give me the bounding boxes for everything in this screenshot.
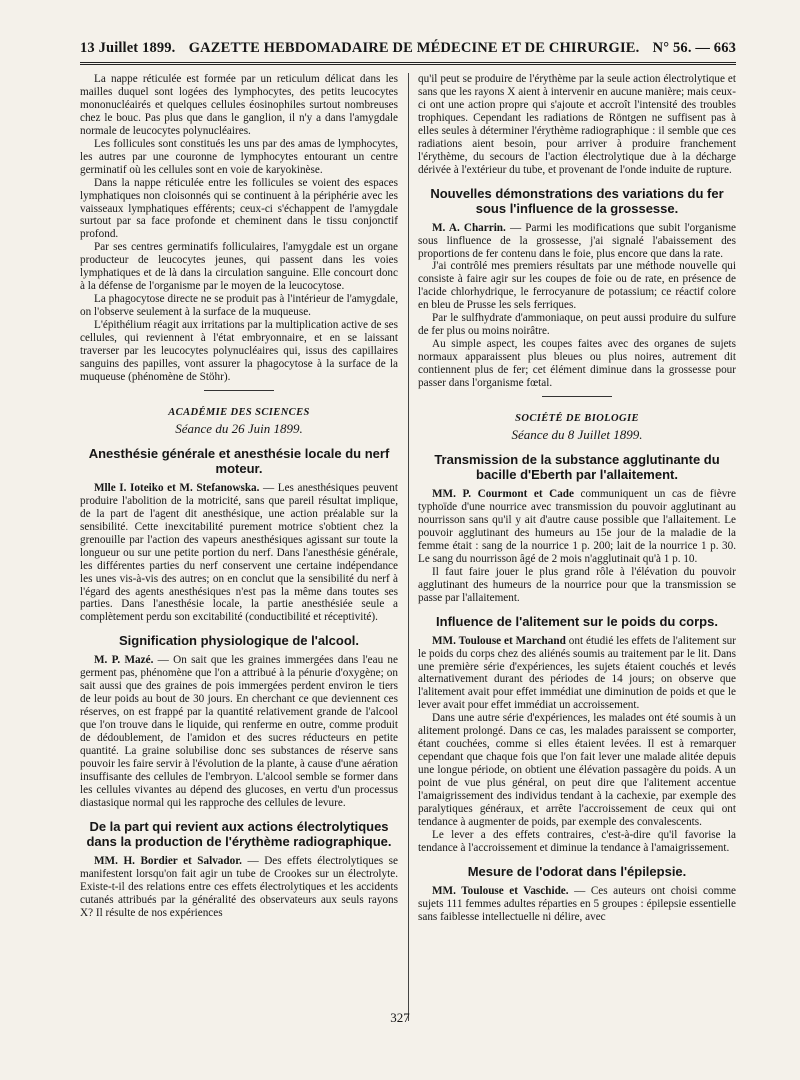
seance-date: Séance du 26 Juin 1899. — [175, 420, 303, 436]
article-title: Nouvelles démonstrations des variations du fer sous l'influence de la grossesse. — [430, 185, 724, 216]
paragraph: Dans la nappe réticulée entre les follicules se voient des espaces lymphatiques non cloisonnés qui se continuent à la périphérie avec les vaisseaux lymphatiques efférents; ceux-ci s'échappent de l'amygdale surtout par sa face profonde et cheminent dans le tissu conjonctif profond. — [80, 176, 398, 241]
article-author: MM. H. Bordier et Salvador. — [94, 854, 242, 867]
article-paragraph: M. A. Charrin. — Parmi les modifications que subit l'organisme sous linfluence de la grossesse, j'ai signalé l'abaissement des proportions de fer contenu dans le foie, plus encore que dans la rate. — [418, 221, 736, 260]
section-divider — [204, 390, 274, 391]
article-paragraph: MM. Toulouse et Marchand ont étudié les effets de l'alitement sur le poids du corps chez des aliénés soumis au traitement par le lit. Dans une première série d'expériences, les sujets étaient couchés et levés alternativement durant des périodes de 14 jours; on observe que l'alitement avait pour effet immédiat une diminution de poids et que le lever avait pour effet immédiat un accroissement. — [418, 634, 736, 712]
article-author: M. A. Charrin. — [432, 221, 506, 234]
paragraph: Par le sulfhydrate d'ammoniaque, on peut aussi produire du sulfure de fer plus ou moins noirâtre. — [418, 312, 736, 338]
article-title: Anesthésie générale et anesthésie locale du nerf moteur. — [88, 445, 390, 476]
article-paragraph: Mlle I. Ioteiko et M. Stefanowska. — Les anesthésiques peuvent produire l'abolition de la motricité, sans que pareil résultat implique, de la part de l'agent dit anesthésique, une action préalable sur la sensibilité. Cette inexcitabilité purement motrice s'obtient chez la grenouille par l'action des vapeurs anesthésiques agissant sur toute la longueur ou sur une petite portion du nerf. Dans l'anesthésie générale, les différentes parties du nerf conservent une certaine indépendance les unes vis-à-vis des autres; on en conclut que la sensibilité du nerf à l'égard des agents anesthésiques n'est pas la même dans toutes ses parties. Dans l'anesthésie locale, la partie anesthésiée seule a complètement perdu son excitabilité (conductibilité et réceptivité). — [80, 481, 398, 624]
seance-date: Séance du 8 Juillet 1899. — [511, 427, 643, 443]
article-paragraph: M. P. Mazé. — On sait que les graines immergées dans l'eau ne germent pas, phénomène que l'on a attribué à la pénurie d'oxygène; on sait aussi que des graines de pois immergées perdent environ le tiers de leur poids au bout de 30 jours. En cherchant ce que deviennent ces réserves, on est frappé par la quantité relativement grande de l'alcool que l'on trouve dans le liquide, qui renferme en outre, comme produit de dédoublement, de l'amidon et des sucres réducteurs en petite quantité. La graine solubilise donc ses substances de réserve sans pouvoir les faire servir à l'évolution de la plante, à cause d'une aération insuffisante des cellules de l'embryon. L'alcool semble se former dans les cellules vivantes au dépend des glucoses, en vertu d'un processus diastasique normal qui les rapproche des cellules de levure. — [80, 654, 398, 809]
article-title: Mesure de l'odorat dans l'épilepsie. — [467, 863, 687, 879]
paragraph: Par ses centres germinatifs folliculaires, l'amygdale est un organe producteur de leucocytes jeunes, qui passent dans les voies lymphatiques et de là dans la circulation sanguine. Elle concourt donc à la défense de l'organisme par le moyen de la leucocytose. — [80, 241, 398, 293]
article-author: MM. Toulouse et Vaschide. — [432, 884, 569, 897]
paragraph: La phagocytose directe ne se produit pas à l'intérieur de l'amygdale, on l'observe seulement à la surface de la muqueuse. — [80, 293, 398, 319]
paragraph: Dans une autre série d'expériences, les malades ont été soumis à un alitement prolongé. Dans ce cas, les malades paraissent se comporter, étant couchées, comme si elles étaient levées. Il est à remarquer cependant que chaque fois que l'on fait lever une malade alitée depuis une longue période, on obtient une élévation passagère du poids. A un point de vue plus général, on peut dire que l'alitement accentue l'amaigrissement des individus tendant à la cachexie, par exemple des paralytiques généraux, et arrête l'accroissement de ceux qui ont tendance à augmenter de poids, par exemple des convalescents. — [418, 712, 736, 828]
article-paragraph: MM. Toulouse et Vaschide. — Ces auteurs ont choisi comme sujets 111 femmes adultes réparties en 5 groupes : épilepsie essentielle sans faiblesse intellectuelle ni délire, avec — [418, 884, 736, 923]
article-title: Transmission de la substance agglutinante du bacille d'Eberth par l'allaitement. — [434, 452, 720, 483]
paragraph: Au simple aspect, les coupes faites avec des organes de sujets normaux apparaissent plus bleues ou plus noires, autrement dit contiennent plus de fer; cet élément diminue dans la grossesse pour passer dans l'organisme fœtal. — [418, 338, 736, 390]
left-column — [80, 73, 408, 924]
two-column-body — [80, 73, 736, 924]
article-author: MM. P. Courmont et Cade — [432, 488, 574, 501]
article-title: Signification physiologique de l'alcool. — [119, 633, 359, 649]
paragraph: Il faut faire jouer le plus grand rôle à l'élévation du pouvoir agglutinant des humeurs de la nourrice pour que la transmission se passe par l'allaitement. — [418, 565, 736, 604]
article-title: Influence de l'alitement sur le poids du corps. — [436, 613, 718, 629]
article-title: De la part qui revient aux actions électrolytiques dans la production de l'érythème radiographique. — [86, 818, 392, 849]
paragraph: La nappe réticulée est formée par un reticulum délicat dans les mailles duquel sont logées des lymphocytes, des petits leucocytes mononucléairés et quelques cellules éosinophiles surtout nombreuses chez le bouc. Pas plus que dans le ganglion, il n'y a dans l'amygdale normale de leucocytes polynucléaires. — [80, 73, 398, 137]
article-author: M. P. Mazé. — [94, 654, 154, 667]
paragraph: Les follicules sont constitués les uns par des amas de lymphocytes, les autres par une couronne de lymphocytes entourant un centre germinatif où les cellules sont en voie de karyokinèse. — [80, 137, 398, 176]
article-paragraph: MM. P. Courmont et Cade communiquent un cas de fièvre typhoïde d'une nourrice avec transmission du pouvoir agglutinant au nourrisson sans qu'il y ait d'autre cause possible que l'allaitement. Le pouvoir agglutinant des humeurs au 15e jour de la maladie de la femme était : sang de la nourrice 1 p. 200; lait de la nourrice 1 p. 30. Le sang du nourrisson âgé de 2 mois n'agglutinait qu'à 1 p. 10. — [418, 488, 736, 565]
section-divider — [542, 396, 612, 397]
header-rule — [80, 62, 736, 63]
header-rule-thin — [80, 64, 736, 65]
page-number: 327 — [390, 1010, 410, 1025]
header-journal-title: GAZETTE HEBDOMADAIRE DE MÉDECINE ET DE CHIRURGIE. — [188, 40, 640, 56]
running-header — [80, 40, 736, 62]
paragraph: J'ai contrôlé mes premiers résultats par une méthode nouvelle qui consiste à faire agir sur les coupes de foie ou de rate, en présence de l'acide chlorhydrique, le ferrocyanure de potassium; ce réactif colore en bleu de Prusse les sels ferriques. — [418, 260, 736, 312]
society-heading: ACADÉMIE DES SCIENCES — [168, 406, 310, 418]
article-author: Mlle I. Ioteiko et M. Stefanowska. — [94, 481, 260, 494]
paragraph: Le lever a des effets contraires, c'est-à-dire qu'il favorise la tendance à l'accroissement et diminue la tendance à l'amaigrissement. — [418, 828, 736, 854]
right-column — [408, 73, 736, 924]
header-issue-page: N° 56. — 663 — [652, 40, 736, 56]
paragraph: L'épithélium réagit aux irritations par la multiplication active de ses cellules, qui reviennent à l'état embryonnaire, et en se laissant traverser par les leucocytes polynucléaires qui, issus des capillaires sanguins des papilles, vont assurer la phagocytose à la surface de la muqueuse (phénomène de Stöhr). — [80, 319, 398, 383]
paragraph: qu'il peut se produire de l'érythème par la seule action électrolytique et sans que les rayons X aient à intervenir en aucune manière; mais ceux-ci ont une action propre qui s'ajoute et accroît l'intensité des troubles trophiques. Cependant les radiations de Röntgen ne suffisent pas à elles seules à déterminer l'érythème radiographique : il semble que ces radiations aient besoin, pour arriver à produire franchement l'érythème, du secours de l'action électrolytique due à la décharge dérivée à l'extérieur du tube, et provenant de l'onde induite de rupture. — [418, 73, 736, 176]
society-heading: SOCIÉTÉ DE BIOLOGIE — [515, 413, 639, 425]
header-date: 13 Juillet 1899. — [80, 40, 176, 56]
article-author: MM. Toulouse et Marchand — [432, 634, 566, 647]
article-paragraph: MM. H. Bordier et Salvador. — Des effets électrolytiques se manifestent lorsqu'on fait agir un tube de Crookes sur un électrolyte. Existe-t-il des relations entre ces effets électrolytiques et les accidents cutanés attribués par la généralité des observateurs aux seuls rayons X? Il résulte de nos expériences — [80, 854, 398, 919]
